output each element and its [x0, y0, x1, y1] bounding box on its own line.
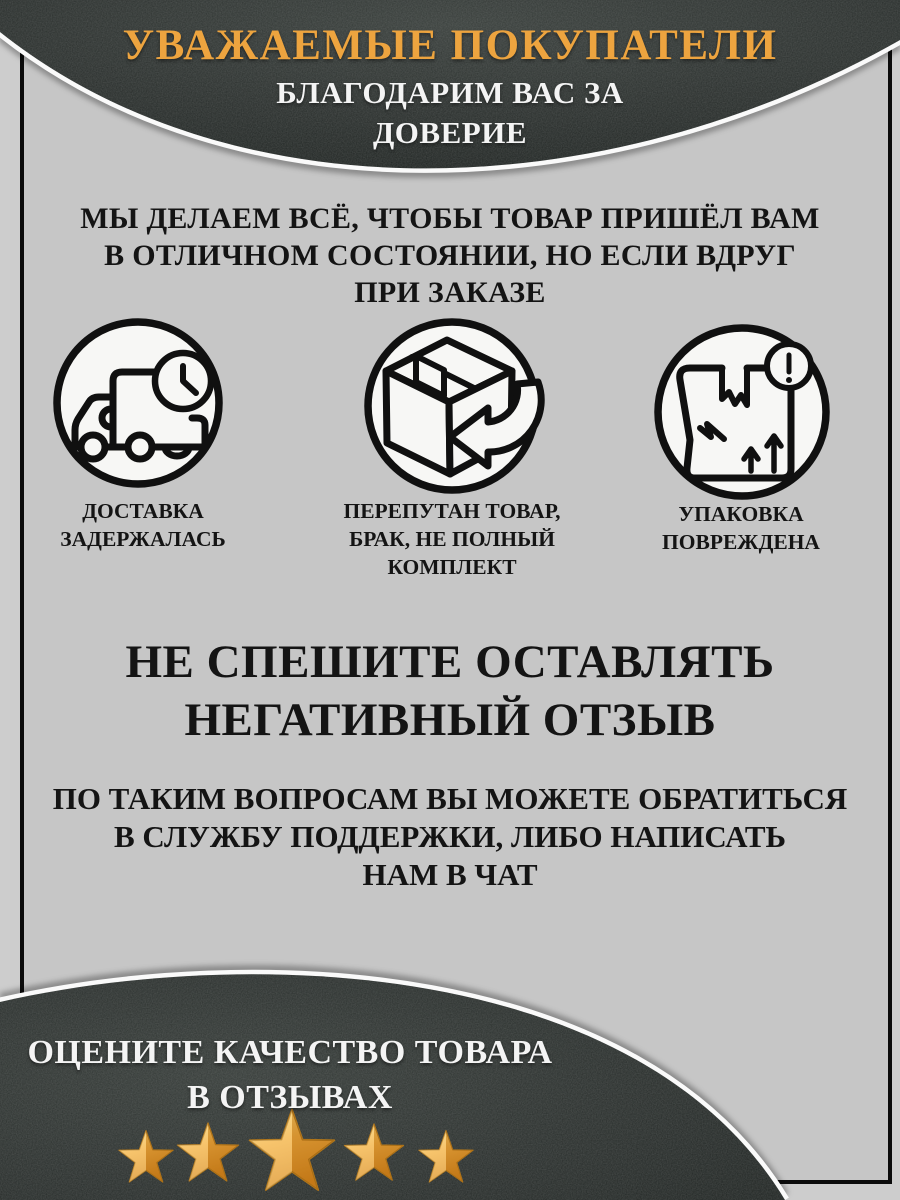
warning-line: НЕГАТИВНЫЙ ОТЗЫВ [184, 694, 716, 746]
support-line: ПО ТАКИМ ВОПРОСАМ ВЫ МОЖЕТЕ ОБРАТИТЬСЯ [52, 781, 848, 816]
issue-label-line: ЗАДЕРЖАЛАСЬ [60, 527, 226, 551]
issue-label-line: КОМПЛЕКТ [387, 555, 517, 579]
header-subtitle-line: БЛАГОДАРИМ ВАС ЗА [276, 75, 624, 110]
issue-label-line: УПАКОВКА [678, 502, 804, 526]
issue-label-damaged [611, 500, 871, 556]
footer-cta [0, 1030, 580, 1120]
support-text [40, 780, 860, 894]
intro-line: ПРИ ЗАКАЗЕ [354, 276, 546, 309]
intro-line: МЫ ДЕЛАЕМ ВСЁ, ЧТОБЫ ТОВАР ПРИШЁЛ ВАМ [80, 202, 820, 235]
intro-text [45, 200, 855, 311]
warning-line: НЕ СПЕШИТЕ ОСТАВЛЯТЬ [125, 636, 775, 688]
warning-title [0, 633, 900, 749]
intro-line: В ОТЛИЧНОМ СОСТОЯНИИ, НО ЕСЛИ ВДРУГ [104, 239, 796, 272]
damaged-package-icon [658, 328, 826, 496]
issue-label-line: ПЕРЕПУТАН ТОВАР, [343, 499, 561, 523]
issue-label-line: ДОСТАВКА [82, 499, 204, 523]
issue-label-line: ПОВРЕЖДЕНА [662, 530, 820, 554]
header-title: УВАЖАЕМЫЕ ПОКУПАТЕЛИ [122, 22, 778, 69]
support-line: В СЛУЖБУ ПОДДЕРЖКИ, ЛИБО НАПИСАТЬ [113, 819, 787, 854]
box-return-icon [368, 322, 541, 490]
footer-cta-line: ОЦЕНИТЕ КАЧЕСТВО ТОВАРА [27, 1034, 553, 1071]
footer-cta-line: В ОТЗЫВАХ [187, 1079, 393, 1116]
header-subtitle [0, 73, 900, 153]
issue-label-line: БРАК, НЕ ПОЛНЫЙ [349, 527, 555, 551]
support-line: НАМ В ЧАТ [362, 857, 538, 892]
header-subtitle-line: ДОВЕРИЕ [372, 115, 528, 150]
issue-label-wrong-item [322, 497, 582, 581]
issue-label-delivery [13, 497, 273, 553]
delivery-truck-clock-icon [57, 322, 219, 484]
